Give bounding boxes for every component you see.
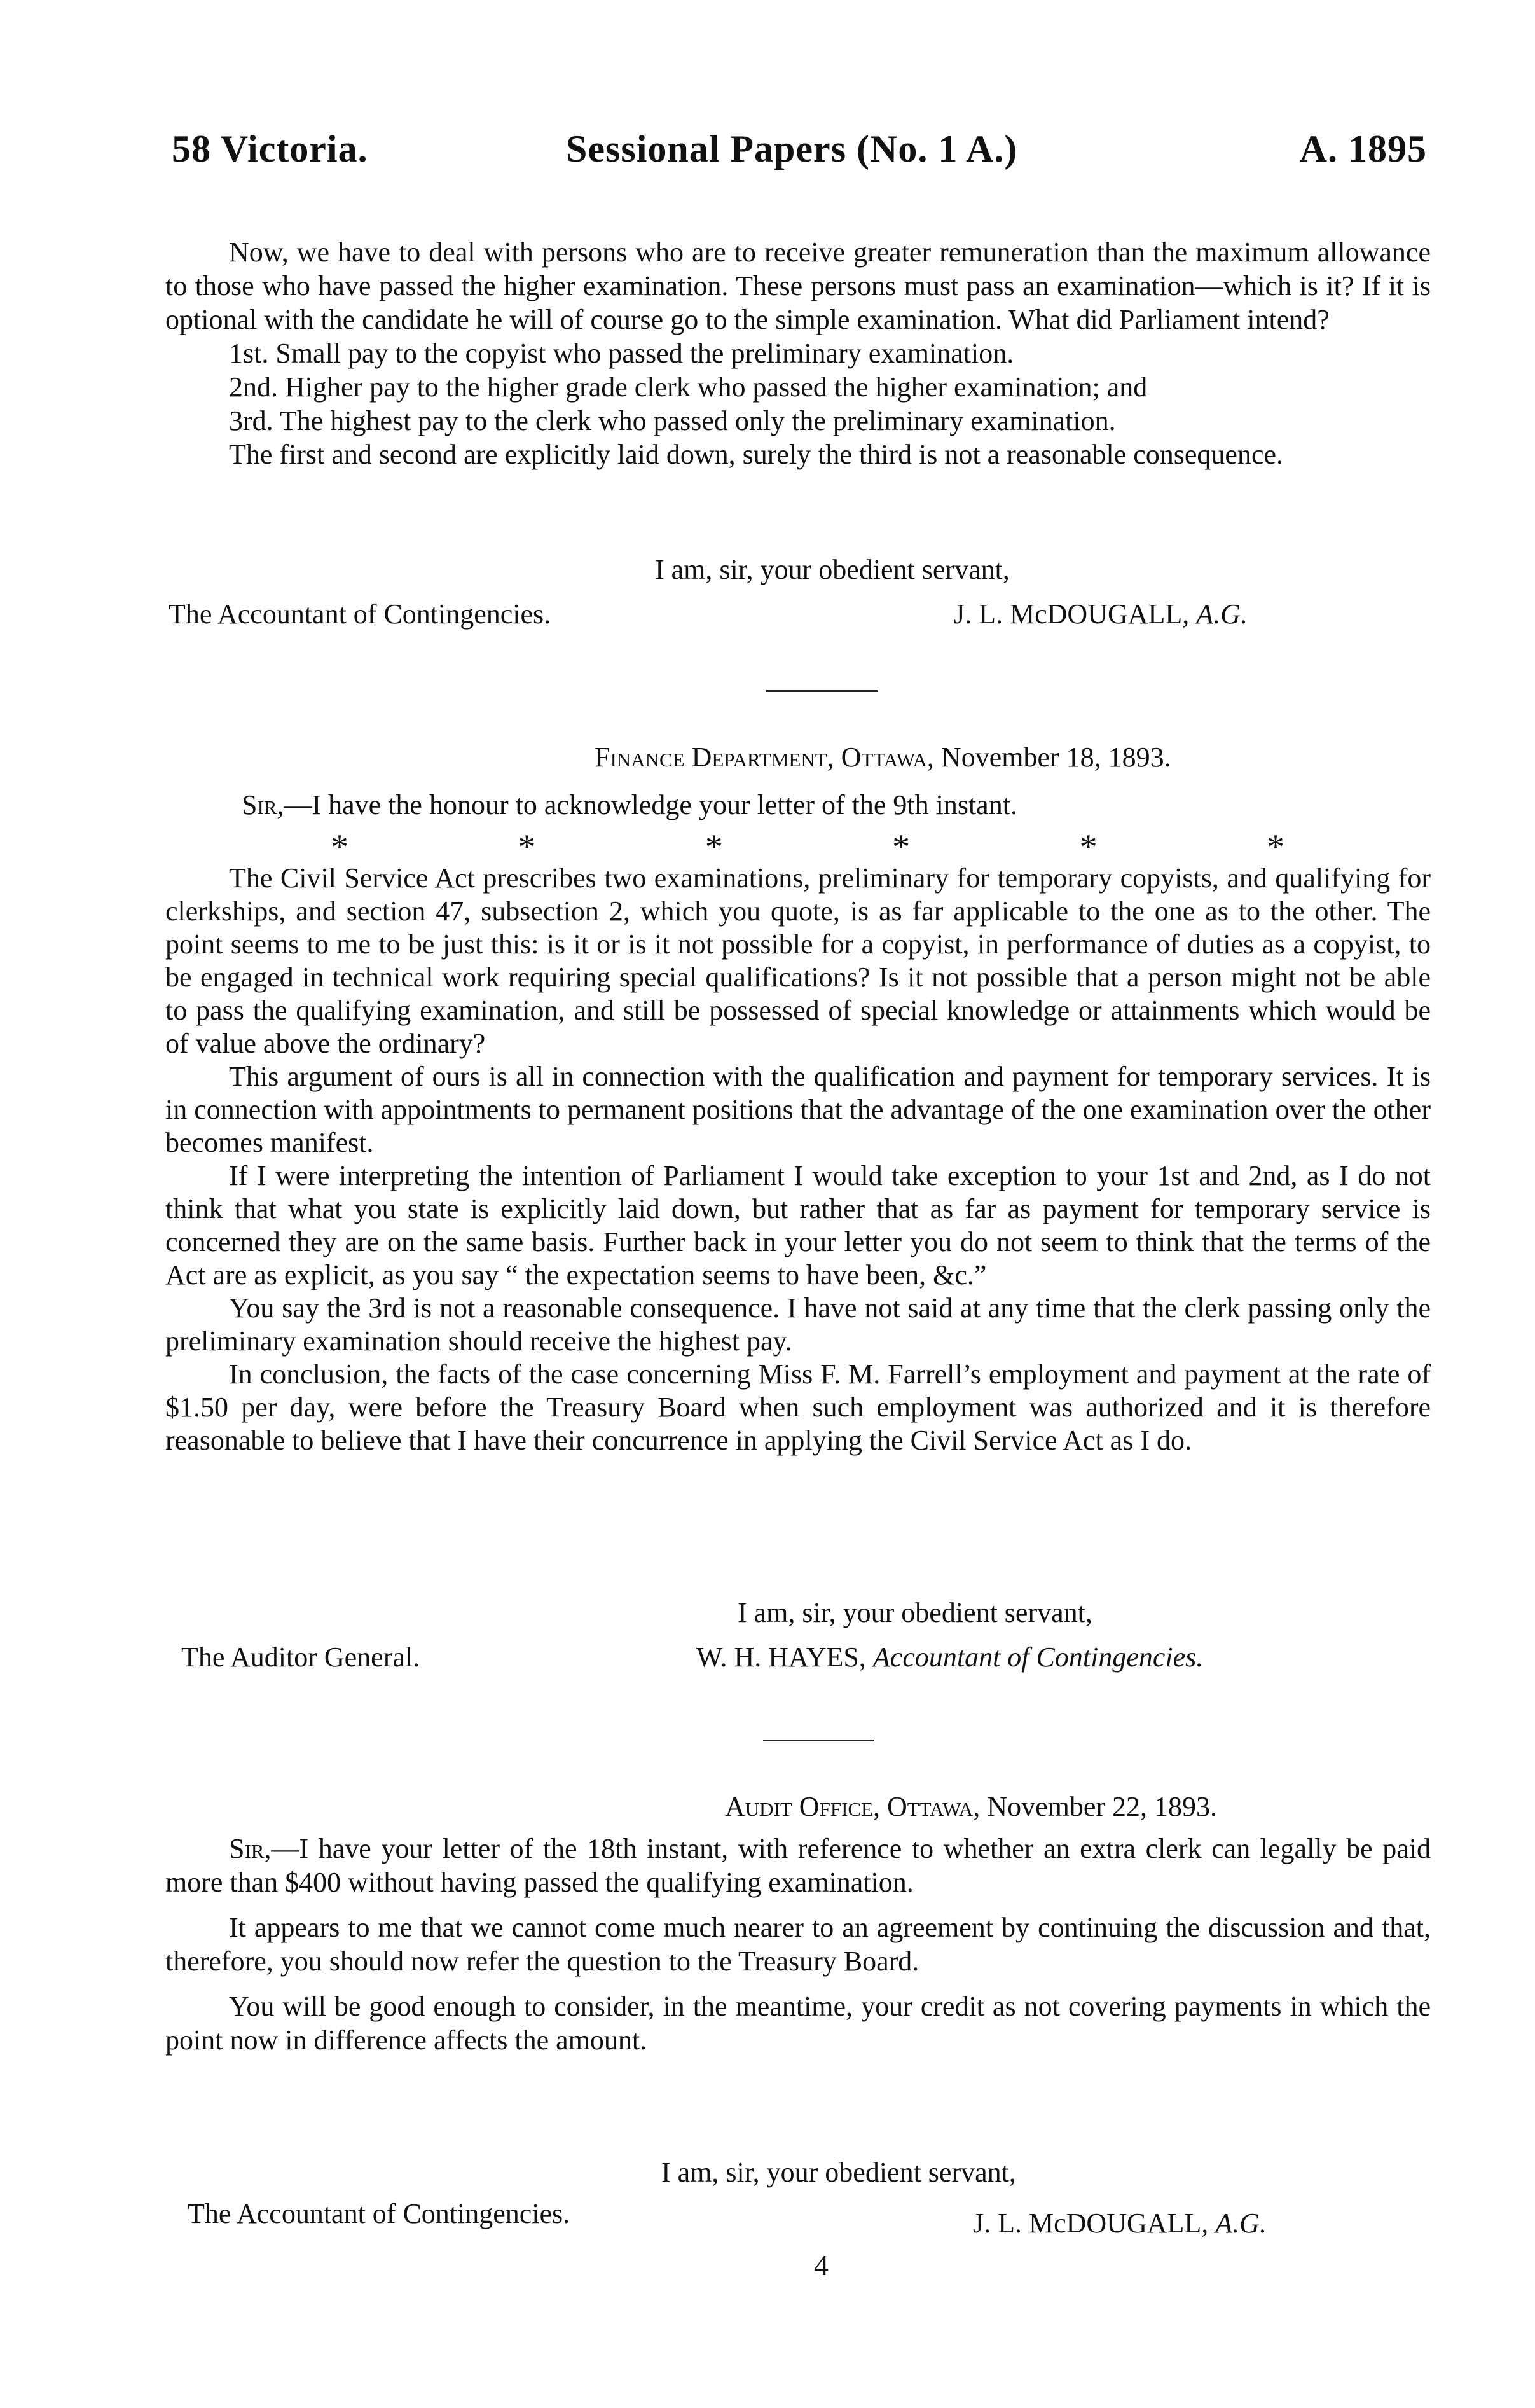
signature-title: A.G. [1196, 599, 1248, 630]
letter2-paragraph: The Civil Service Act prescribes two examinations, preliminary for temporary copyists, and qualifying for clerkships, and section 47, subsection 2, which you quote, is as far applicable to the one as to the other. The point seems to me to be just this: is it or is it not possible for a copyist, in performance of duties as a copyist, to be engaged in technical work requiring special qualifications? Is it not possible that a person might not be able to pass the qualifying examination, and still be possessed of special knowledge or attainments which would be of value above the ordinary? [165, 862, 1431, 1059]
letter1-signature [954, 598, 1248, 630]
page-number: 4 [814, 2249, 829, 2281]
star-mark: * [1266, 827, 1284, 867]
letter3-salutation: I am, sir, your obedient servant, [661, 2157, 1016, 2188]
section-divider [763, 1740, 874, 1741]
letter3-addressee: The Accountant of Contingencies. [188, 2198, 570, 2229]
letter3-paragraph: It appears to me that we cannot come much nearer to an agreement by continuing the discussion and that, therefore, you should now refer the question to the Treasury Board. [165, 1912, 1431, 1977]
signature-title: Accountant of Contingencies. [872, 1642, 1204, 1673]
letter3-body [165, 1832, 1431, 2057]
dateline-date: November 22, 1893. [987, 1791, 1218, 1822]
letter3-signature [973, 2207, 1267, 2239]
letter3-dateline [725, 1790, 1217, 1823]
signature-name: J. L. McDOUGALL, [954, 599, 1190, 630]
signature-title: A.G. [1215, 2208, 1267, 2239]
header-year: A. 1895 [1299, 128, 1427, 170]
letter2-paragraph: If I were interpreting the intention of Parliament I would take exception to your 1st and 2nd, as I do not think that what you state is explicitly laid down, but rather that as far as payment for temporary service is concerned they are on the same basis. Further back in your letter you do not seem to think that the terms of the Act are as explicit, as you say “ the expectation seems to have been, &c.” [165, 1160, 1431, 1290]
opening-sir: Sir, [242, 789, 284, 820]
star-mark: * [331, 827, 348, 867]
letter3-first-text: —I have your letter of the 18th instant, with reference to whether an extra clerk can legally be paid more than $400 without having passed the qualifying examination. [165, 1833, 1431, 1898]
letter1-addressee: The Accountant of Contingencies. [169, 599, 551, 630]
letter1-list-item: 2nd. Higher pay to the higher grade clerk who passed the higher examination; and [229, 371, 1148, 403]
letter1-salutation: I am, sir, your obedient servant, [655, 554, 1010, 585]
opening-sir: Sir, [229, 1833, 272, 1864]
letter2-opening [242, 789, 1017, 821]
letter2-signature [696, 1641, 1203, 1673]
dateline-date: November 18, 1893. [940, 742, 1171, 773]
star-mark: * [705, 827, 723, 867]
header-title: Sessional Papers (No. 1 A.) [566, 128, 1018, 170]
letter2-paragraph: This argument of ours is all in connection with the qualification and payment for temporary services. It is in connection with appointments to permanent positions that the advantage of the one examination over the other becomes manifest. [165, 1061, 1431, 1158]
letter1-list [165, 336, 1431, 438]
letter2-dateline [595, 741, 1171, 773]
dateline-place: Finance Department, Ottawa, [595, 742, 934, 773]
letter3-paragraph [165, 1832, 1431, 1899]
opening-text: —I have the honour to acknowledge your letter of the 9th instant. [284, 789, 1017, 820]
letter1-body [165, 235, 1431, 471]
signature-name: W. H. HAYES, [696, 1642, 866, 1673]
letter1-list-item: 3rd. The highest pay to the clerk who passed only the preliminary examination. [229, 405, 1116, 436]
header-session: 58 Victoria. [172, 128, 368, 170]
dateline-place: Audit Office, Ottawa, [725, 1791, 981, 1822]
star-mark: * [1079, 827, 1098, 867]
letter2-addressee: The Auditor General. [181, 1642, 420, 1673]
letter2-body [165, 862, 1431, 1457]
letter1-list-item: 1st. Small pay to the copyist who passed the preliminary examination. [229, 338, 1014, 369]
page-header [172, 127, 1427, 184]
letter1-paragraph: Now, we have to deal with persons who are to receive greater remuneration than the maximum allowance to those who have passed the higher examination. These persons must pass an examination—which is it? If it is optional with the candidate he will of course go to the simple examination. What did Parliament intend? [165, 237, 1431, 335]
section-divider [766, 690, 878, 692]
letter1-closing-paragraph: The first and second are explicitly laid down, surely the third is not a reasonable consequence. [229, 439, 1284, 470]
letter2-paragraph: In conclusion, the facts of the case concerning Miss F. M. Farrell’s employment and payment at the rate of $1.50 per day, were before the Treasury Board when such employment was authorized and it is therefore reasonable to believe that I have their concurrence in applying the Civil Service Act as I do. [165, 1359, 1431, 1456]
letter2-salutation: I am, sir, your obedient servant, [738, 1597, 1092, 1628]
letter2-paragraph: You say the 3rd is not a reasonable consequence. I have not said at any time that the clerk passing only the preliminary examination should receive the highest pay. [165, 1292, 1431, 1357]
star-mark: * [892, 827, 911, 867]
letter3-paragraph: You will be good enough to consider, in the meantime, your credit as not covering payments in which the point now in difference affects the amount. [165, 1991, 1431, 2056]
signature-name: J. L. McDOUGALL, [973, 2208, 1209, 2239]
star-mark: * [518, 827, 536, 867]
